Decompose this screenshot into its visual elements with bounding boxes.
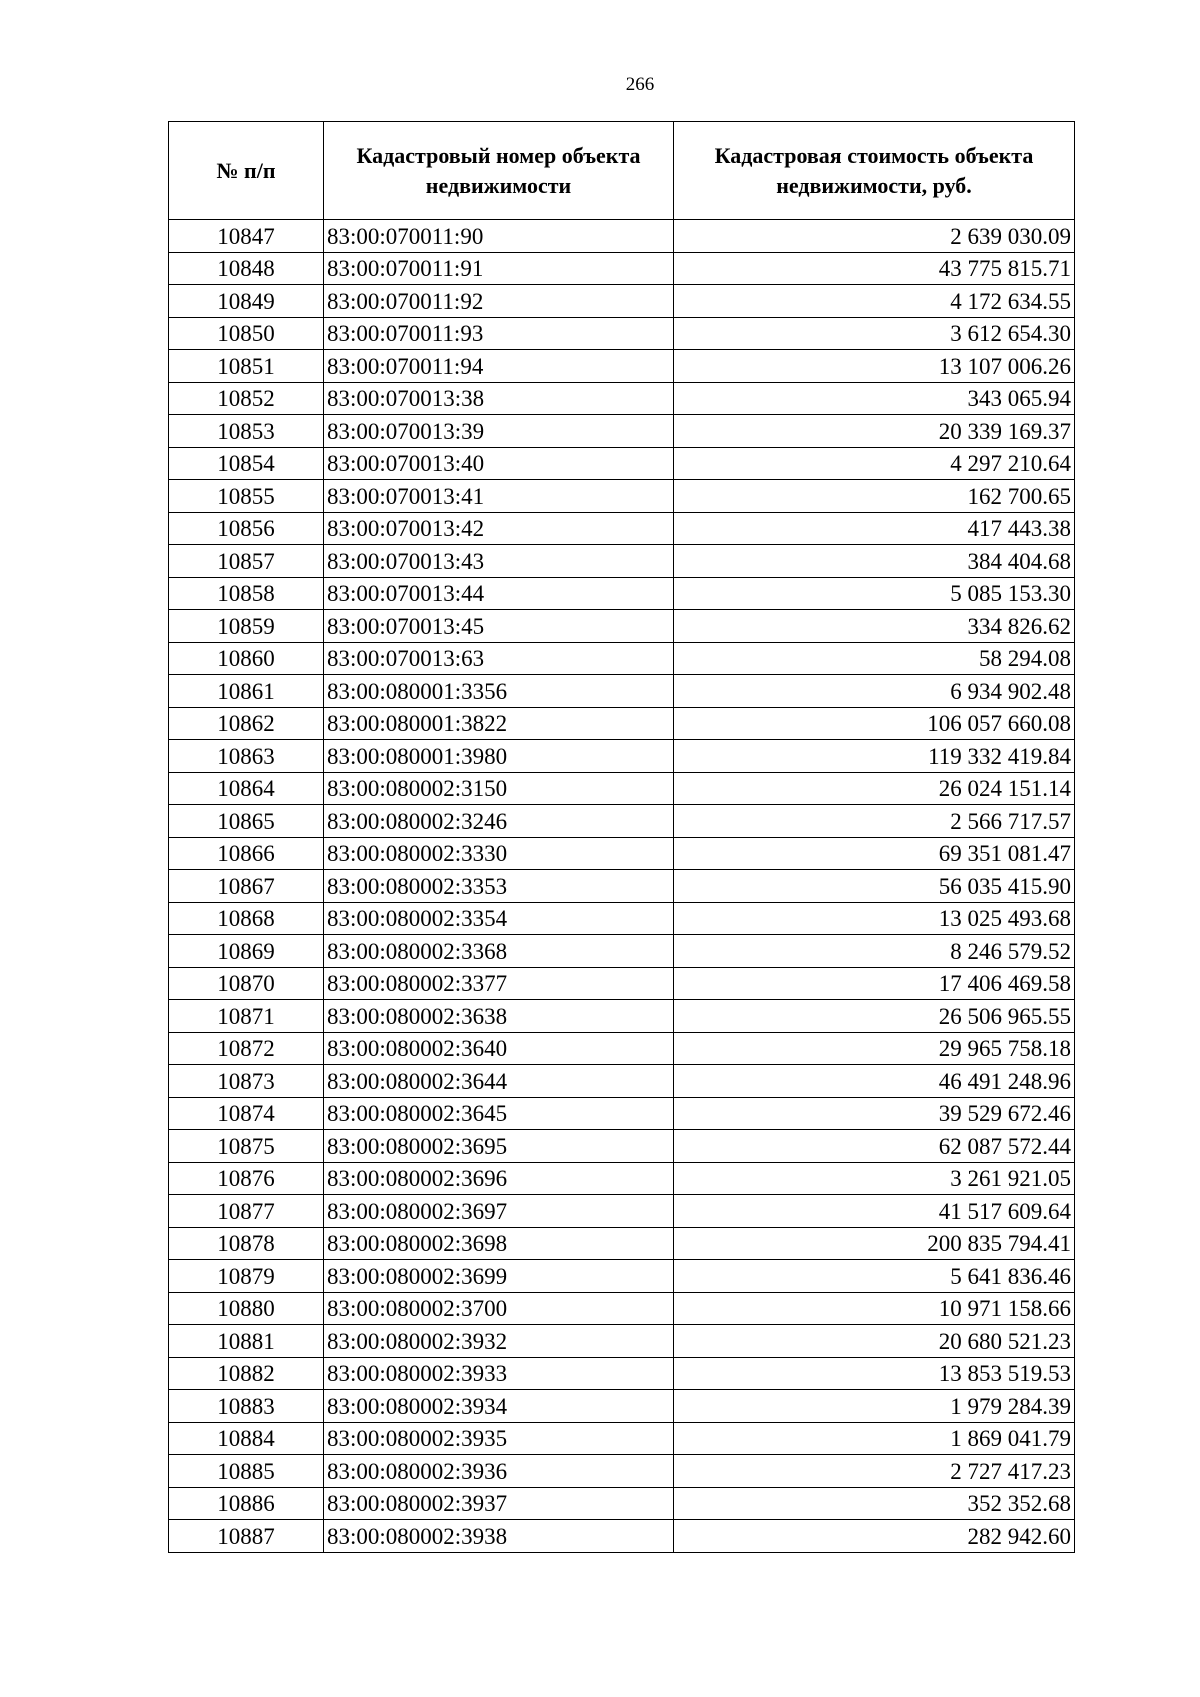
row-cadastral-number: 83:00:070013:43 xyxy=(324,545,674,578)
row-index: 10877 xyxy=(169,1195,324,1228)
row-index: 10865 xyxy=(169,805,324,838)
row-index: 10881 xyxy=(169,1325,324,1358)
row-index: 10849 xyxy=(169,285,324,318)
table-row xyxy=(169,740,1075,773)
table-row xyxy=(169,1000,1075,1033)
row-cadastral-value: 1 979 284.39 xyxy=(674,1390,1075,1423)
cadastral-value-table xyxy=(168,121,1075,1553)
row-index: 10870 xyxy=(169,967,324,1000)
row-cadastral-value: 334 826.62 xyxy=(674,610,1075,643)
row-cadastral-number: 83:00:080001:3822 xyxy=(324,707,674,740)
table-row xyxy=(169,772,1075,805)
table-row xyxy=(169,317,1075,350)
row-cadastral-number: 83:00:080002:3932 xyxy=(324,1325,674,1358)
table-row xyxy=(169,1065,1075,1098)
row-cadastral-number: 83:00:080001:3980 xyxy=(324,740,674,773)
row-index: 10857 xyxy=(169,545,324,578)
table-row xyxy=(169,1162,1075,1195)
table-row xyxy=(169,252,1075,285)
row-index: 10867 xyxy=(169,870,324,903)
row-cadastral-number: 83:00:070013:39 xyxy=(324,415,674,448)
row-cadastral-number: 83:00:080002:3640 xyxy=(324,1032,674,1065)
table-body xyxy=(169,220,1075,1553)
row-cadastral-number: 83:00:080002:3697 xyxy=(324,1195,674,1228)
table-row xyxy=(169,1455,1075,1488)
row-cadastral-value: 3 612 654.30 xyxy=(674,317,1075,350)
row-cadastral-value: 29 965 758.18 xyxy=(674,1032,1075,1065)
table-row xyxy=(169,1260,1075,1293)
row-index: 10864 xyxy=(169,772,324,805)
row-index: 10856 xyxy=(169,512,324,545)
row-cadastral-number: 83:00:080002:3368 xyxy=(324,935,674,968)
row-cadastral-value: 3 261 921.05 xyxy=(674,1162,1075,1195)
table-row xyxy=(169,1097,1075,1130)
row-cadastral-value: 2 639 030.09 xyxy=(674,220,1075,253)
table-row xyxy=(169,1032,1075,1065)
row-cadastral-value: 58 294.08 xyxy=(674,642,1075,675)
table-row xyxy=(169,967,1075,1000)
table-row xyxy=(169,805,1075,838)
row-index: 10862 xyxy=(169,707,324,740)
row-cadastral-value: 1 869 041.79 xyxy=(674,1422,1075,1455)
table-row xyxy=(169,220,1075,253)
table-row xyxy=(169,837,1075,870)
header-cadastral-value: Кадастровая стоимость объекта недвижимости, руб. xyxy=(674,122,1075,220)
row-cadastral-value: 26 024 151.14 xyxy=(674,772,1075,805)
row-index: 10853 xyxy=(169,415,324,448)
row-cadastral-value: 13 025 493.68 xyxy=(674,902,1075,935)
row-cadastral-value: 62 087 572.44 xyxy=(674,1130,1075,1163)
row-cadastral-value: 17 406 469.58 xyxy=(674,967,1075,1000)
row-index: 10872 xyxy=(169,1032,324,1065)
row-index: 10876 xyxy=(169,1162,324,1195)
row-index: 10850 xyxy=(169,317,324,350)
table-row xyxy=(169,545,1075,578)
row-index: 10851 xyxy=(169,350,324,383)
row-index: 10847 xyxy=(169,220,324,253)
row-index: 10858 xyxy=(169,577,324,610)
row-cadastral-number: 83:00:070013:42 xyxy=(324,512,674,545)
row-cadastral-number: 83:00:080002:3354 xyxy=(324,902,674,935)
row-index: 10871 xyxy=(169,1000,324,1033)
row-cadastral-number: 83:00:080002:3330 xyxy=(324,837,674,870)
row-cadastral-value: 4 297 210.64 xyxy=(674,447,1075,480)
row-index: 10875 xyxy=(169,1130,324,1163)
table-row xyxy=(169,870,1075,903)
row-cadastral-number: 83:00:070013:38 xyxy=(324,382,674,415)
row-cadastral-number: 83:00:080002:3377 xyxy=(324,967,674,1000)
table-row xyxy=(169,1487,1075,1520)
table-row xyxy=(169,1422,1075,1455)
row-cadastral-number: 83:00:070011:92 xyxy=(324,285,674,318)
row-index: 10866 xyxy=(169,837,324,870)
table-row xyxy=(169,707,1075,740)
table-row xyxy=(169,350,1075,383)
row-index: 10873 xyxy=(169,1065,324,1098)
table-row xyxy=(169,1130,1075,1163)
row-cadastral-value: 13 107 006.26 xyxy=(674,350,1075,383)
row-cadastral-value: 20 339 169.37 xyxy=(674,415,1075,448)
row-cadastral-number: 83:00:080002:3638 xyxy=(324,1000,674,1033)
row-cadastral-number: 83:00:070013:41 xyxy=(324,480,674,513)
table-row xyxy=(169,935,1075,968)
row-cadastral-number: 83:00:070011:90 xyxy=(324,220,674,253)
row-index: 10855 xyxy=(169,480,324,513)
row-cadastral-value: 2 566 717.57 xyxy=(674,805,1075,838)
row-cadastral-number: 83:00:080002:3644 xyxy=(324,1065,674,1098)
row-index: 10869 xyxy=(169,935,324,968)
header-index: № п/п xyxy=(169,122,324,220)
row-index: 10860 xyxy=(169,642,324,675)
table-row xyxy=(169,577,1075,610)
table-row xyxy=(169,415,1075,448)
row-cadastral-number: 83:00:070013:40 xyxy=(324,447,674,480)
row-cadastral-value: 69 351 081.47 xyxy=(674,837,1075,870)
table-row xyxy=(169,642,1075,675)
row-index: 10848 xyxy=(169,252,324,285)
header-cadastral-number: Кадастровый номер объекта недвижимости xyxy=(324,122,674,220)
row-cadastral-number: 83:00:080002:3937 xyxy=(324,1487,674,1520)
row-cadastral-number: 83:00:070011:94 xyxy=(324,350,674,383)
row-index: 10886 xyxy=(169,1487,324,1520)
table-row xyxy=(169,1195,1075,1228)
row-cadastral-number: 83:00:080002:3934 xyxy=(324,1390,674,1423)
row-cadastral-number: 83:00:080002:3933 xyxy=(324,1357,674,1390)
row-index: 10859 xyxy=(169,610,324,643)
row-cadastral-value: 8 246 579.52 xyxy=(674,935,1075,968)
row-cadastral-value: 46 491 248.96 xyxy=(674,1065,1075,1098)
row-cadastral-value: 5 641 836.46 xyxy=(674,1260,1075,1293)
row-cadastral-number: 83:00:080002:3645 xyxy=(324,1097,674,1130)
row-cadastral-value: 282 942.60 xyxy=(674,1520,1075,1553)
header-row xyxy=(169,122,1075,220)
table-row xyxy=(169,1390,1075,1423)
row-cadastral-value: 352 352.68 xyxy=(674,1487,1075,1520)
row-cadastral-value: 384 404.68 xyxy=(674,545,1075,578)
row-index: 10882 xyxy=(169,1357,324,1390)
row-cadastral-value: 2 727 417.23 xyxy=(674,1455,1075,1488)
row-cadastral-number: 83:00:080002:3698 xyxy=(324,1227,674,1260)
row-index: 10854 xyxy=(169,447,324,480)
row-cadastral-value: 20 680 521.23 xyxy=(674,1325,1075,1358)
row-cadastral-value: 119 332 419.84 xyxy=(674,740,1075,773)
table-row xyxy=(169,610,1075,643)
row-cadastral-number: 83:00:080002:3150 xyxy=(324,772,674,805)
row-cadastral-number: 83:00:080002:3353 xyxy=(324,870,674,903)
table-row xyxy=(169,480,1075,513)
table-row xyxy=(169,447,1075,480)
row-cadastral-number: 83:00:070011:91 xyxy=(324,252,674,285)
row-index: 10863 xyxy=(169,740,324,773)
table-row xyxy=(169,902,1075,935)
row-cadastral-number: 83:00:080002:3700 xyxy=(324,1292,674,1325)
row-cadastral-number: 83:00:080002:3935 xyxy=(324,1422,674,1455)
row-index: 10861 xyxy=(169,675,324,708)
row-cadastral-value: 4 172 634.55 xyxy=(674,285,1075,318)
row-index: 10852 xyxy=(169,382,324,415)
row-cadastral-value: 10 971 158.66 xyxy=(674,1292,1075,1325)
row-cadastral-value: 43 775 815.71 xyxy=(674,252,1075,285)
row-cadastral-value: 106 057 660.08 xyxy=(674,707,1075,740)
row-cadastral-value: 200 835 794.41 xyxy=(674,1227,1075,1260)
table-row xyxy=(169,1227,1075,1260)
row-cadastral-value: 417 443.38 xyxy=(674,512,1075,545)
row-cadastral-value: 162 700.65 xyxy=(674,480,1075,513)
table-row xyxy=(169,382,1075,415)
row-cadastral-value: 13 853 519.53 xyxy=(674,1357,1075,1390)
table-row xyxy=(169,1520,1075,1553)
row-cadastral-value: 56 035 415.90 xyxy=(674,870,1075,903)
row-cadastral-value: 26 506 965.55 xyxy=(674,1000,1075,1033)
row-cadastral-number: 83:00:080002:3936 xyxy=(324,1455,674,1488)
table-row xyxy=(169,1292,1075,1325)
row-index: 10878 xyxy=(169,1227,324,1260)
row-index: 10884 xyxy=(169,1422,324,1455)
row-index: 10885 xyxy=(169,1455,324,1488)
table-row xyxy=(169,512,1075,545)
table-row xyxy=(169,1357,1075,1390)
row-index: 10887 xyxy=(169,1520,324,1553)
row-cadastral-value: 343 065.94 xyxy=(674,382,1075,415)
row-cadastral-value: 6 934 902.48 xyxy=(674,675,1075,708)
row-index: 10868 xyxy=(169,902,324,935)
row-index: 10874 xyxy=(169,1097,324,1130)
table-row xyxy=(169,675,1075,708)
row-cadastral-number: 83:00:080002:3695 xyxy=(324,1130,674,1163)
row-cadastral-value: 5 085 153.30 xyxy=(674,577,1075,610)
page-number: 266 xyxy=(625,74,655,95)
row-cadastral-value: 41 517 609.64 xyxy=(674,1195,1075,1228)
row-index: 10883 xyxy=(169,1390,324,1423)
row-index: 10879 xyxy=(169,1260,324,1293)
row-cadastral-number: 83:00:080002:3246 xyxy=(324,805,674,838)
row-cadastral-number: 83:00:080001:3356 xyxy=(324,675,674,708)
row-index: 10880 xyxy=(169,1292,324,1325)
row-cadastral-number: 83:00:070013:63 xyxy=(324,642,674,675)
row-cadastral-value: 39 529 672.46 xyxy=(674,1097,1075,1130)
table-row xyxy=(169,285,1075,318)
table-row xyxy=(169,1325,1075,1358)
row-cadastral-number: 83:00:070013:45 xyxy=(324,610,674,643)
row-cadastral-number: 83:00:070013:44 xyxy=(324,577,674,610)
row-cadastral-number: 83:00:080002:3696 xyxy=(324,1162,674,1195)
row-cadastral-number: 83:00:080002:3699 xyxy=(324,1260,674,1293)
table-header xyxy=(169,122,1075,220)
row-cadastral-number: 83:00:080002:3938 xyxy=(324,1520,674,1553)
row-cadastral-number: 83:00:070011:93 xyxy=(324,317,674,350)
